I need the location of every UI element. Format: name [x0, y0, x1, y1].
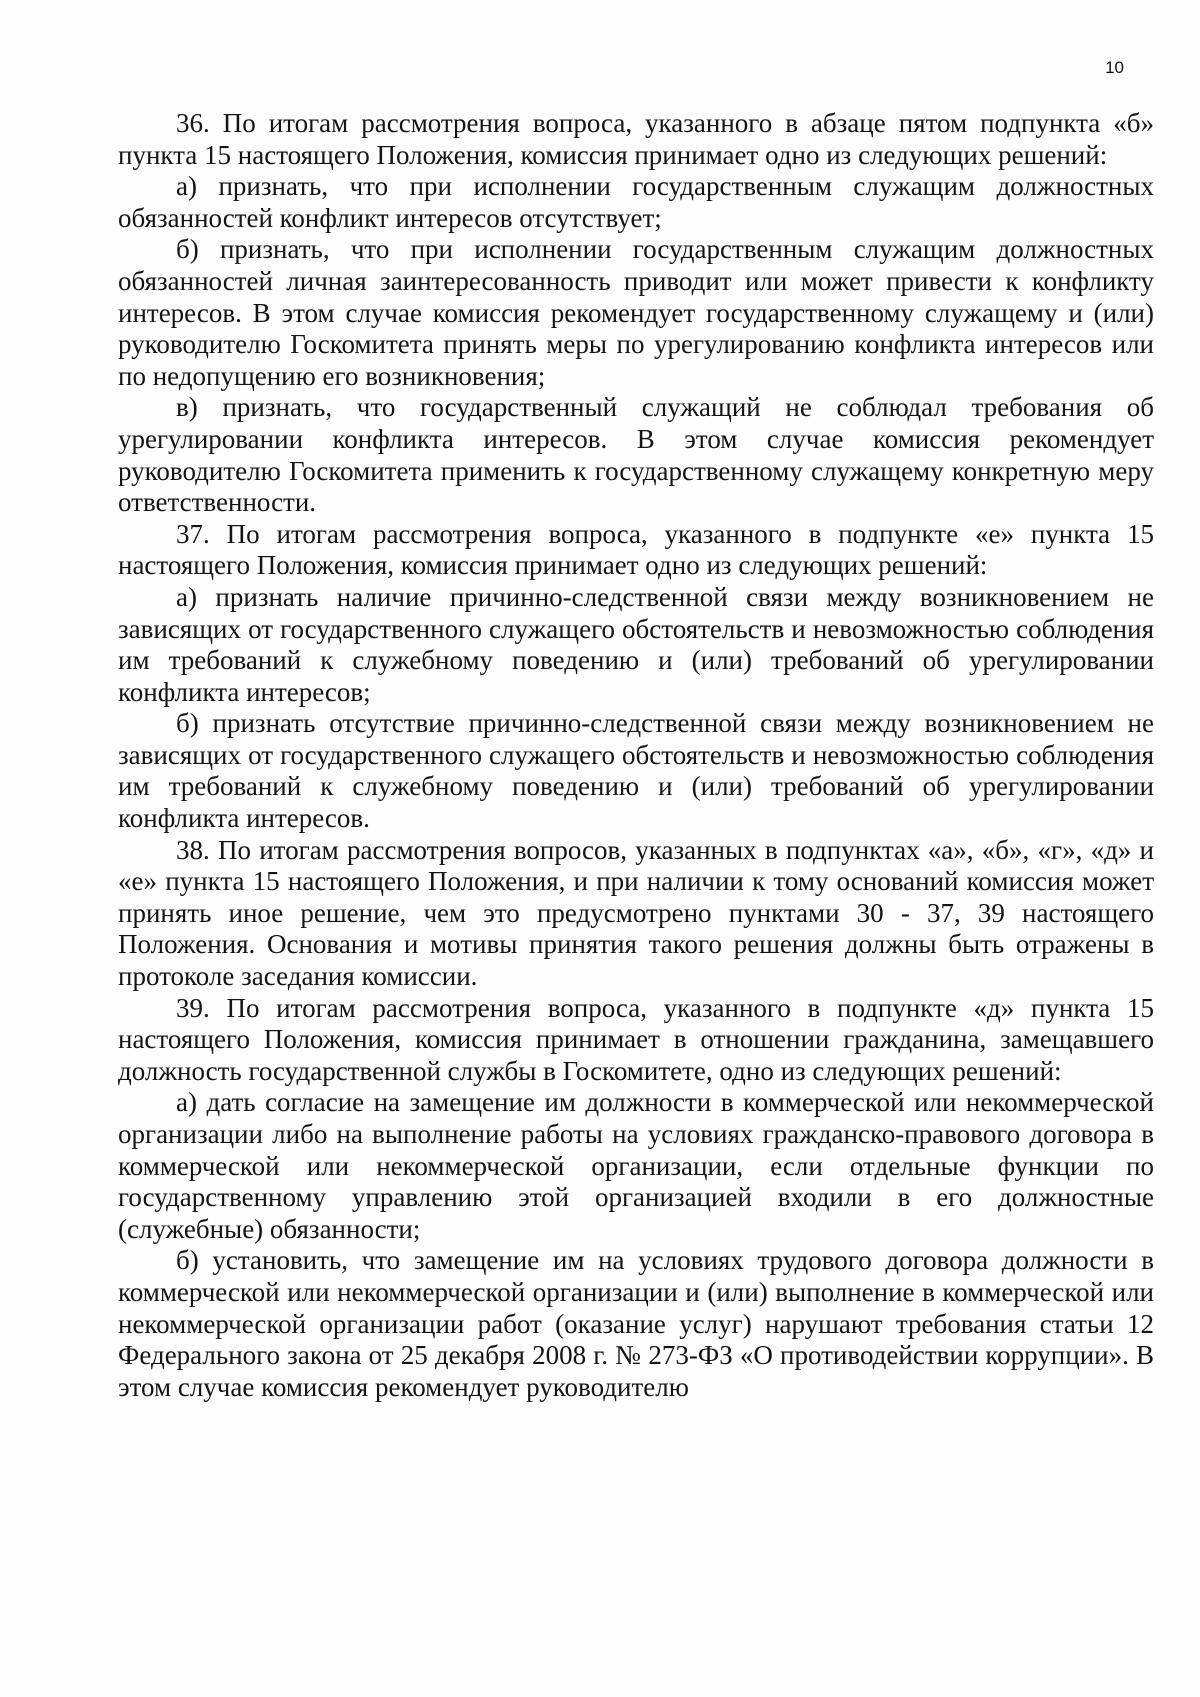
- page-number: 10: [1105, 58, 1124, 77]
- paragraph-37: 37. По итогам рассмотрения вопроса, указанного в подпункте «е» пункта 15 настоящего Положения, комиссия принимает одно из следующих решений:: [118, 518, 1154, 581]
- paragraph-36-a: а) признать, что при исполнении государственным служащим должностных обязанностей конфликт интересов отсутствует;: [118, 171, 1154, 233]
- paragraph-39-a: а) дать согласие на замещение им должности в коммерческой или некоммерческой организации либо на выполнение работы на условиях гражданско-правового договора в коммерческой или некоммерческой организации, если отдельные функции по государственному управлению этой организацией входили в его должностные (служебные) обязанности;: [118, 1087, 1154, 1244]
- paragraph-39: 39. По итогам рассмотрения вопроса, указанного в подпункте «д» пункта 15 настоящего Положения, комиссия принимает в отношении гражданина, замещавшего должность государственной службы в Госкомитете, одно из следующих решений:: [118, 992, 1154, 1086]
- document-body: [118, 108, 1154, 1403]
- paragraph-39-b: б) установить, что замещение им на условиях трудового договора должности в коммерческой или некоммерческой организации и (или) выполнение в коммерческой или некоммерческой организации работ (оказание услуг) нарушают требования статьи 12 Федерального закона от 25 декабря 2008 г. № 273-ФЗ «О противодействии коррупции». В этом случае комиссия рекомендует руководителю: [118, 1245, 1154, 1402]
- paragraph-37-b: б) признать отсутствие причинно-следственной связи между возникновением не зависящих от государственного служащего обстоятельств и невозможностью соблюдения им требований к служебному поведению и (или) требований об урегулировании конфликта интересов.: [118, 708, 1154, 834]
- paragraph-38: 38. По итогам рассмотрения вопросов, указанных в подпунктах «а», «б», «г», «д» и «е» пункта 15 настоящего Положения, и при наличии к тому оснований комиссия может принять иное решение, чем это предусмотрено пунктами 30 - 37, 39 настоящего Положения. Основания и мотивы принятия такого решения должны быть отражены в протоколе заседания комиссии.: [118, 834, 1154, 992]
- paragraph-36: 36. По итогам рассмотрения вопроса, указанного в абзаце пятом подпункта «б» пункта 15 настоящего Положения, комиссия принимает одно из следующих решений:: [118, 108, 1154, 170]
- paragraph-37-a: а) признать наличие причинно-следственной связи между возникновением не зависящих от государственного служащего обстоятельств и невозможностью соблюдения им требований к служебному поведению и (или) требований об урегулировании конфликта интересов;: [118, 581, 1154, 707]
- paragraph-36-v: в) признать, что государственный служащий не соблюдал требования об урегулировании конфликта интересов. В этом случае комиссия рекомендует руководителю Госкомитета применить к государственному служащему конкретную меру ответственности.: [118, 392, 1154, 518]
- paragraph-36-b: б) признать, что при исполнении государственным служащим должностных обязанностей личная заинтересованность приводит или может привести к конфликту интересов. В этом случае комиссия рекомендует государственному служащему и (или) руководителю Госкомитета принять меры по урегулированию конфликта интересов или по недопущению его возникновения;: [118, 234, 1154, 391]
